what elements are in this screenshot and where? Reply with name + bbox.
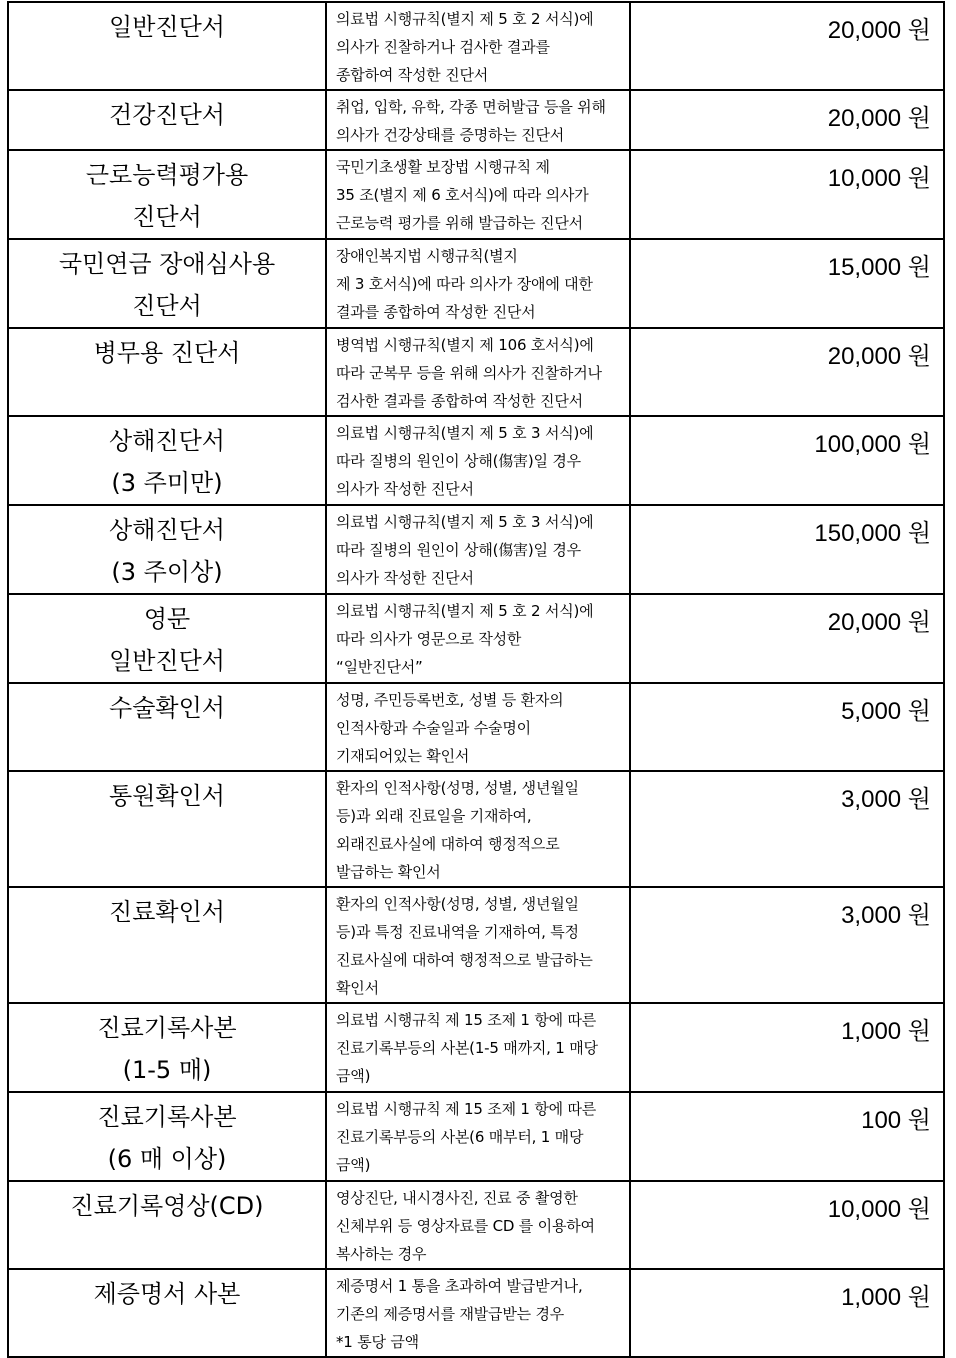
document-name-cell (8, 505, 326, 594)
table-row (8, 1003, 944, 1092)
document-name (9, 417, 325, 504)
document-name (9, 1270, 325, 1315)
document-name-line: 진단서 (132, 292, 202, 320)
document-name-line: 근로능력평가용 (85, 161, 249, 189)
table-row (8, 328, 944, 416)
description-line: 의료법 시행규칙(별지 제 5 호 2 서식)에 (336, 10, 594, 28)
document-name (9, 3, 325, 48)
fee-cell (630, 1269, 944, 1357)
description-line: 제증명서 1 통을 초과하여 발급받거나, (336, 1277, 583, 1295)
description-line: 등)과 특정 진료내역을 기재하여, 특정 (336, 923, 579, 941)
table-row (8, 2, 944, 90)
description-line: 의료법 시행규칙(별지 제 5 호 2 서식)에 (336, 602, 594, 620)
document-name (9, 329, 325, 374)
description-line: 의사가 진찰하거나 검사한 결과를 (336, 38, 550, 56)
fee-cell (630, 771, 944, 887)
document-description (327, 240, 629, 326)
document-name-cell (8, 771, 326, 887)
description-line: 인적사항과 수술일과 수술명이 (336, 719, 531, 737)
table-row (8, 90, 944, 150)
table-row (8, 683, 944, 771)
document-name (9, 595, 325, 682)
description-line: 따라 의사가 영문으로 작성한 (336, 630, 522, 648)
document-description-cell (326, 1003, 630, 1092)
document-name (9, 506, 325, 593)
description-line: “일반진단서” (336, 658, 423, 676)
fee-amount: 20,000 원 (827, 343, 931, 370)
description-line: 병역법 시행규칙(별지 제 106 호서식)에 (336, 336, 594, 354)
document-name-cell (8, 239, 326, 328)
document-name-line: 병무용 진단서 (93, 339, 241, 367)
document-description (327, 772, 629, 886)
fee-amount: 10,000 원 (827, 1196, 931, 1223)
document-name-line: (1-5 매) (122, 1056, 212, 1084)
document-name-line: 건강진단서 (109, 101, 225, 129)
fee-cell (630, 683, 944, 771)
description-line: 의사가 건강상태를 증명하는 진단서 (336, 126, 565, 144)
document-name (9, 91, 325, 136)
description-line: 외래진료사실에 대하여 행정적으로 (336, 835, 560, 853)
fee-cell (630, 90, 944, 150)
document-name (9, 240, 325, 327)
document-description (327, 1182, 629, 1268)
document-name-cell (8, 1003, 326, 1092)
description-line: 성명, 주민등록번호, 성별 등 환자의 (336, 691, 564, 709)
document-name-line: 상해진단서 (109, 427, 225, 455)
description-line: 진료기록부등의 사본(1-5 매까지, 1 매당 (336, 1039, 598, 1057)
document-description-cell (326, 594, 630, 683)
document-name (9, 772, 325, 817)
document-name-cell (8, 1092, 326, 1181)
fee-cell (630, 2, 944, 90)
fee-cell (630, 887, 944, 1003)
table-row (8, 1181, 944, 1269)
fee-amount: 20,000 원 (827, 17, 931, 44)
document-description-cell (326, 887, 630, 1003)
document-name-line: 진료기록사본 (97, 1103, 237, 1131)
document-description (327, 417, 629, 503)
description-line: 발급하는 확인서 (336, 863, 441, 881)
document-description-cell (326, 90, 630, 150)
description-line: 영상진단, 내시경사진, 진료 중 촬영한 (336, 1189, 578, 1207)
fee-cell (630, 1092, 944, 1181)
table-row (8, 887, 944, 1003)
document-description-cell (326, 683, 630, 771)
description-line: 환자의 인적사항(성명, 성별, 생년월일 (336, 779, 579, 797)
fee-amount: 10,000 원 (827, 165, 931, 192)
document-name (9, 684, 325, 729)
fee-amount: 100,000 원 (814, 431, 931, 458)
description-line: 따라 질병의 원인이 상해(傷害)일 경우 (336, 541, 581, 559)
description-line: 35 조(별지 제 6 호서식)에 따라 의사가 (336, 186, 589, 204)
fee-amount: 100 원 (861, 1107, 931, 1134)
fee-cell (630, 150, 944, 239)
description-line: 의료법 시행규칙(별지 제 5 호 3 서식)에 (336, 424, 594, 442)
fee-cell (630, 1003, 944, 1092)
description-line: *1 통당 금액 (336, 1333, 419, 1351)
document-description-cell (326, 1269, 630, 1357)
description-line: 등)과 외래 진료일을 기재하여, (336, 807, 532, 825)
description-line: 확인서 (336, 979, 379, 997)
document-name-line: 영문 (143, 605, 191, 633)
document-name-line: 제증명서 사본 (93, 1280, 241, 1308)
description-line: 복사하는 경우 (336, 1245, 427, 1263)
fee-amount: 5,000 원 (841, 698, 931, 725)
document-name-cell (8, 594, 326, 683)
document-description (327, 329, 629, 415)
document-name-line: 국민연금 장애심사용 (58, 250, 276, 278)
description-line: 국민기초생활 보장법 시행규칙 제 (336, 158, 550, 176)
document-description (327, 1093, 629, 1179)
document-description (327, 1270, 629, 1356)
document-name-line: (6 매 이상) (107, 1145, 227, 1173)
document-name-line: 진료기록영상(CD) (70, 1192, 264, 1220)
description-line: 제 3 호서식)에 따라 의사가 장애에 대한 (336, 275, 593, 293)
description-line: 따라 질병의 원인이 상해(傷害)일 경우 (336, 452, 581, 470)
document-name-line: 진료기록사본 (97, 1014, 237, 1042)
document-name-line: (3 주미만) (111, 469, 223, 497)
fee-cell (630, 239, 944, 328)
document-description-cell (326, 1092, 630, 1181)
document-name-line: 진료확인서 (109, 898, 225, 926)
fee-amount: 3,000 원 (841, 786, 931, 813)
document-name-cell (8, 416, 326, 505)
table-row (8, 771, 944, 887)
document-name-cell (8, 683, 326, 771)
document-description (327, 1004, 629, 1090)
fee-cell (630, 328, 944, 416)
description-line: 진료기록부등의 사본(6 매부터, 1 매당 (336, 1128, 584, 1146)
fee-cell (630, 1181, 944, 1269)
fee-table-body (8, 2, 944, 1357)
document-name-cell (8, 887, 326, 1003)
document-description-cell (326, 1181, 630, 1269)
document-name (9, 1004, 325, 1091)
table-row (8, 1269, 944, 1357)
description-line: 신체부위 등 영상자료를 CD 를 이용하여 (336, 1217, 595, 1235)
description-line: 금액) (336, 1067, 371, 1085)
document-name-cell (8, 1269, 326, 1357)
description-line: 따라 군복무 등을 위해 의사가 진찰하거나 (336, 364, 602, 382)
document-name-line: 상해진단서 (109, 516, 225, 544)
fee-amount: 3,000 원 (841, 902, 931, 929)
description-line: 진료사실에 대하여 행정적으로 발급하는 (336, 951, 593, 969)
document-name-line: 통원확인서 (109, 782, 225, 810)
description-line: 금액) (336, 1156, 371, 1174)
table-row (8, 505, 944, 594)
document-description-cell (326, 416, 630, 505)
description-line: 의사가 작성한 진단서 (336, 480, 474, 498)
description-line: 장애인복지법 시행규칙(별지 (336, 247, 518, 265)
document-name-line: 일반진단서 (109, 647, 225, 675)
table-row (8, 150, 944, 239)
document-name (9, 151, 325, 238)
document-name-line: 진단서 (132, 203, 202, 231)
table-row (8, 1092, 944, 1181)
table-row (8, 416, 944, 505)
document-description-cell (326, 505, 630, 594)
fee-amount: 1,000 원 (841, 1018, 931, 1045)
description-line: 의료법 시행규칙(별지 제 5 호 3 서식)에 (336, 513, 594, 531)
document-description (327, 151, 629, 237)
document-name-cell (8, 1181, 326, 1269)
fee-amount: 150,000 원 (814, 520, 931, 547)
certificate-fee-table (7, 1, 945, 1358)
document-description-cell (326, 239, 630, 328)
description-line: 의료법 시행규칙 제 15 조제 1 항에 따른 (336, 1011, 597, 1029)
document-name-line: (3 주이상) (111, 558, 223, 586)
description-line: 취업, 입학, 유학, 각종 면허발급 등을 위해 (336, 98, 606, 116)
description-line: 기재되어있는 확인서 (336, 747, 470, 765)
document-description-cell (326, 2, 630, 90)
document-name-cell (8, 90, 326, 150)
document-description-cell (326, 328, 630, 416)
document-description (327, 91, 629, 149)
description-line: 기존의 제증명서를 재발급받는 경우 (336, 1305, 565, 1323)
description-line: 검사한 결과를 종합하여 작성한 진단서 (336, 392, 583, 410)
document-description (327, 3, 629, 89)
document-name-line: 일반진단서 (109, 13, 225, 41)
table-row (8, 239, 944, 328)
document-description-cell (326, 771, 630, 887)
document-description (327, 506, 629, 592)
description-line: 근로능력 평가를 위해 발급하는 진단서 (336, 214, 583, 232)
fee-cell (630, 416, 944, 505)
document-name (9, 1182, 325, 1227)
document-name-cell (8, 2, 326, 90)
document-name (9, 888, 325, 933)
description-line: 의사가 작성한 진단서 (336, 569, 474, 587)
description-line: 종합하여 작성한 진단서 (336, 66, 489, 84)
document-name-cell (8, 150, 326, 239)
document-description-cell (326, 150, 630, 239)
fee-cell (630, 594, 944, 683)
description-line: 의료법 시행규칙 제 15 조제 1 항에 따른 (336, 1100, 597, 1118)
document-description (327, 595, 629, 681)
description-line: 환자의 인적사항(성명, 성별, 생년월일 (336, 895, 579, 913)
table-row (8, 594, 944, 683)
fee-amount: 20,000 원 (827, 105, 931, 132)
document-description (327, 888, 629, 1002)
fee-cell (630, 505, 944, 594)
document-description (327, 684, 629, 770)
fee-amount: 1,000 원 (841, 1284, 931, 1311)
fee-amount: 20,000 원 (827, 609, 931, 636)
document-name-line: 수술확인서 (109, 694, 225, 722)
document-name (9, 1093, 325, 1180)
fee-amount: 15,000 원 (827, 254, 931, 281)
document-name-cell (8, 328, 326, 416)
description-line: 결과를 종합하여 작성한 진단서 (336, 303, 536, 321)
